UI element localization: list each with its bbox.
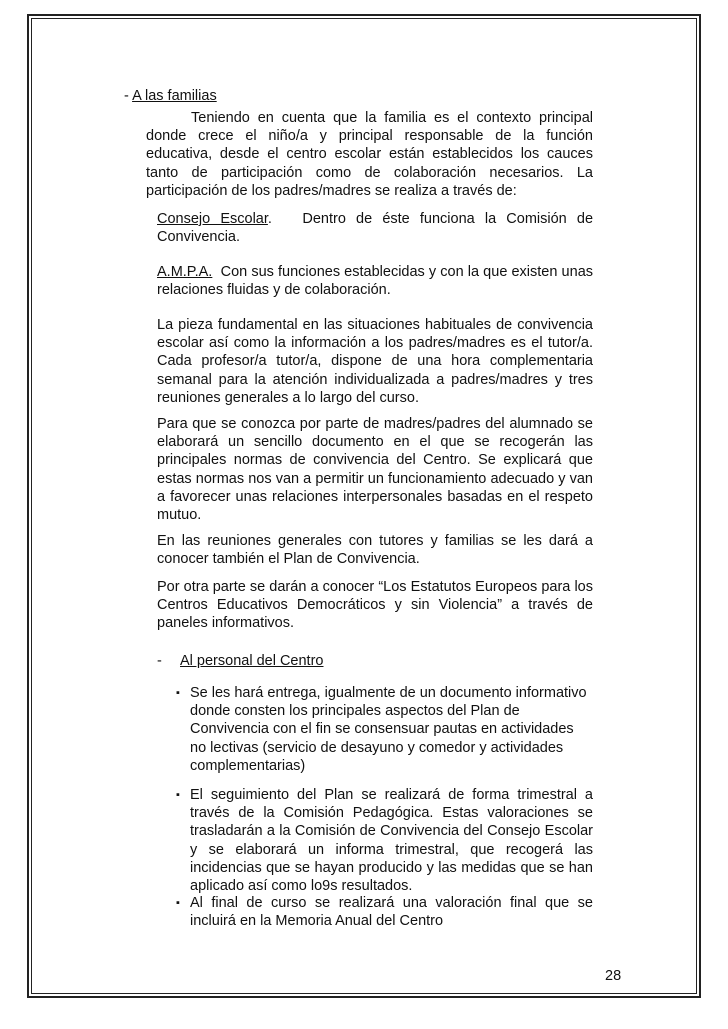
bullet-icon: ▪ [176,897,180,909]
consejo-paragraph [157,210,593,246]
bullet-icon: ▪ [176,789,180,801]
bullet-item [176,684,593,775]
section-title: A las familias [132,88,217,104]
bullet-item [176,786,593,895]
subsection-dash: - [157,653,162,669]
subsection-title: Al personal del Centro [180,653,324,669]
paragraph-estatutos: Por otra parte se darán a conocer “Los Estatutos Europeos para los Centros Educativos Democráticos y sin Violencia” a través de paneles informativos. [157,579,593,632]
section-heading [124,87,217,105]
paragraph-reuniones: En las reuniones generales con tutores y familias se les dará a conocer también el Plan de Convivencia. [157,533,593,568]
ampa-text: Con sus funciones establecidas y con la que existen unas relaciones fluidas y de colaboración. [157,264,594,299]
section-dash: - [124,88,129,104]
bullet-text: Se les hará entrega, igualmente de un documento informativo donde consten los principales aspectos del Plan de Convivencia con el fin se consensuar pautas en actividades no lectivas (servicio de desayuno y comedor y actividades complementarias) [190,685,587,774]
bullet-icon: ▪ [176,687,180,699]
ampa-paragraph [157,263,593,299]
bullet-text: El seguimiento del Plan se realizará de forma trimestral a través de la Comisión Pedagógica. Estas valoraciones se trasladarán a la Comisión de Convivencia del Consejo Escolar y se elaborará un informa trimestral, que recogerá las incidencias que se hayan producido y las medidas que se han aplicado así como lo9s resultados. [190,787,593,895]
consejo-text: Dentro de éste funciona la Comisión de Convivencia. [157,211,594,246]
consejo-label: Consejo Escolar [157,211,268,227]
bullet-text: Al final de curso se realizará una valoración final que se incluirá en la Memoria Anual del Centro [190,895,593,930]
page-number: 28 [605,968,622,984]
intro-paragraph: Teniendo en cuenta que la familia es el contexto principal donde crece el niño/a y principal responsable de la función educativa, desde el centro escolar están establecidos los cauces tanto de participación como de colaboración necesarios. La participación de los padres/madres se realiza a través de: [146,110,593,199]
consejo-punct: . [267,211,272,227]
ampa-label: A.M.P.A. [157,264,213,280]
paragraph-tutor: La pieza fundamental en las situaciones habituales de convivencia escolar así como la información a los padres/madres es el tutor/a. Cada profesor/a tutor/a, dispone de una hora complementaria semanal para la atención individualizada a padres/madres y tres reuniones generales a lo largo del curso. [157,317,593,406]
bullet-item [176,894,593,930]
paragraph-normas: Para que se conozca por parte de madres/padres del alumnado se elaborará un sencillo documento en el que se recogerán las principales normas de convivencia del Centro. Se explicará que estas normas nos van a permitir un funcionamiento adecuado y van a favorecer unas relaciones interpersonales basadas en el respeto mutuo. [157,416,593,524]
